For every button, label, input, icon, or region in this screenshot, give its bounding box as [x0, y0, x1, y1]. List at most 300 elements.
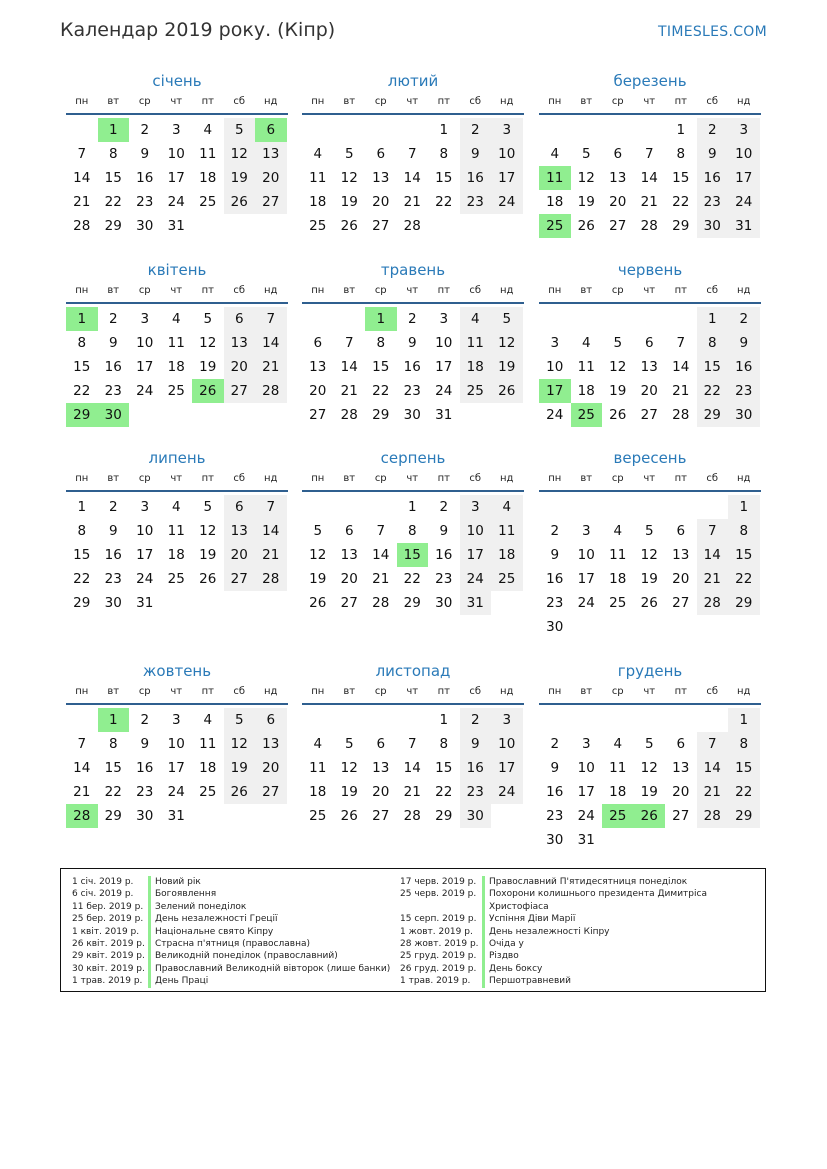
day-cell[interactable]: 19 [199, 547, 217, 563]
day-cell[interactable]: 21 [697, 567, 729, 591]
day-cell[interactable]: 20 [224, 355, 256, 379]
day-cell[interactable]: 10 [167, 146, 185, 162]
day-cell[interactable]: 1 [439, 122, 449, 138]
day-cell[interactable]: 2 [460, 708, 492, 732]
day-cell[interactable]: 25 [602, 804, 634, 828]
day-cell[interactable]: 30 [546, 619, 564, 635]
day-cell[interactable]: 13 [609, 170, 627, 186]
day-cell[interactable]: 3 [171, 122, 181, 138]
day-cell[interactable]: 20 [372, 194, 390, 210]
day-cell[interactable]: 2 [140, 712, 150, 728]
day-cell[interactable]: 25 [609, 595, 627, 611]
day-cell[interactable]: 29 [104, 218, 122, 234]
day-cell[interactable]: 29 [728, 591, 760, 615]
day-cell[interactable]: 17 [167, 760, 185, 776]
day-cell[interactable]: 5 [203, 311, 213, 327]
day-cell[interactable]: 2 [550, 736, 560, 752]
day-cell[interactable]: 17 [460, 543, 492, 567]
day-cell[interactable]: 2 [140, 122, 150, 138]
day-cell[interactable]: 15 [435, 170, 453, 186]
day-cell[interactable]: 21 [640, 194, 658, 210]
day-cell[interactable]: 21 [255, 355, 287, 379]
day-cell[interactable]: 17 [728, 166, 760, 190]
day-cell[interactable]: 19 [491, 355, 523, 379]
day-cell[interactable]: 5 [203, 499, 213, 515]
day-cell[interactable]: 27 [609, 218, 627, 234]
day-cell[interactable]: 26 [609, 407, 627, 423]
day-cell[interactable]: 25 [539, 214, 571, 238]
day-cell[interactable]: 15 [104, 170, 122, 186]
day-cell[interactable]: 7 [407, 146, 417, 162]
day-cell[interactable]: 18 [309, 784, 327, 800]
day-cell[interactable]: 20 [372, 784, 390, 800]
day-cell[interactable]: 1 [697, 307, 729, 331]
day-cell[interactable]: 17 [539, 379, 571, 403]
day-cell[interactable]: 2 [728, 307, 760, 331]
day-cell[interactable]: 22 [73, 383, 91, 399]
day-cell[interactable]: 9 [439, 523, 449, 539]
day-cell[interactable]: 2 [460, 118, 492, 142]
day-cell[interactable]: 1 [98, 118, 130, 142]
day-cell[interactable]: 7 [697, 732, 729, 756]
day-cell[interactable]: 28 [255, 567, 287, 591]
day-cell[interactable]: 19 [340, 194, 358, 210]
day-cell[interactable]: 28 [372, 595, 390, 611]
day-cell[interactable]: 14 [697, 543, 729, 567]
day-cell[interactable]: 9 [550, 760, 560, 776]
day-cell[interactable]: 16 [460, 756, 492, 780]
day-cell[interactable]: 27 [672, 595, 690, 611]
day-cell[interactable]: 3 [171, 712, 181, 728]
day-cell[interactable]: 26 [340, 808, 358, 824]
day-cell[interactable]: 28 [640, 218, 658, 234]
day-cell[interactable]: 12 [340, 170, 358, 186]
day-cell[interactable]: 14 [255, 331, 287, 355]
day-cell[interactable]: 25 [309, 218, 327, 234]
day-cell[interactable]: 22 [435, 194, 453, 210]
day-cell[interactable]: 27 [224, 379, 256, 403]
day-cell[interactable]: 23 [104, 383, 122, 399]
day-cell[interactable]: 19 [640, 784, 658, 800]
day-cell[interactable]: 26 [634, 804, 666, 828]
day-cell[interactable]: 10 [491, 142, 523, 166]
day-cell[interactable]: 21 [697, 780, 729, 804]
day-cell[interactable]: 31 [136, 595, 154, 611]
day-cell[interactable]: 29 [697, 403, 729, 427]
day-cell[interactable]: 24 [546, 407, 564, 423]
day-cell[interactable]: 21 [255, 543, 287, 567]
site-brand-link[interactable]: TIMESLES.COM [658, 24, 767, 40]
day-cell[interactable]: 11 [167, 523, 185, 539]
day-cell[interactable]: 8 [728, 732, 760, 756]
day-cell[interactable]: 6 [376, 736, 386, 752]
day-cell[interactable]: 16 [546, 784, 564, 800]
day-cell[interactable]: 31 [435, 407, 453, 423]
day-cell[interactable]: 24 [577, 808, 595, 824]
day-cell[interactable]: 1 [728, 495, 760, 519]
day-cell[interactable]: 20 [255, 166, 287, 190]
day-cell[interactable]: 3 [439, 311, 449, 327]
day-cell[interactable]: 9 [460, 142, 492, 166]
day-cell[interactable]: 21 [73, 194, 91, 210]
day-cell[interactable]: 19 [640, 571, 658, 587]
day-cell[interactable]: 12 [224, 732, 256, 756]
day-cell[interactable]: 4 [313, 146, 323, 162]
day-cell[interactable]: 8 [407, 523, 417, 539]
day-cell[interactable]: 6 [376, 146, 386, 162]
day-cell[interactable]: 14 [640, 170, 658, 186]
day-cell[interactable]: 4 [550, 146, 560, 162]
day-cell[interactable]: 11 [199, 736, 217, 752]
day-cell[interactable]: 11 [491, 519, 523, 543]
day-cell[interactable]: 23 [460, 190, 492, 214]
day-cell[interactable]: 31 [167, 808, 185, 824]
day-cell[interactable]: 16 [104, 359, 122, 375]
day-cell[interactable]: 17 [167, 170, 185, 186]
day-cell[interactable]: 18 [309, 194, 327, 210]
day-cell[interactable]: 22 [728, 567, 760, 591]
day-cell[interactable]: 8 [77, 523, 87, 539]
day-cell[interactable]: 2 [407, 311, 417, 327]
day-cell[interactable]: 11 [309, 760, 327, 776]
day-cell[interactable]: 1 [439, 712, 449, 728]
day-cell[interactable]: 8 [376, 335, 386, 351]
day-cell[interactable]: 27 [340, 595, 358, 611]
day-cell[interactable]: 4 [171, 499, 181, 515]
day-cell[interactable]: 3 [140, 499, 150, 515]
day-cell[interactable]: 31 [167, 218, 185, 234]
day-cell[interactable]: 5 [344, 146, 354, 162]
day-cell[interactable]: 10 [435, 335, 453, 351]
day-cell[interactable]: 15 [73, 547, 91, 563]
day-cell[interactable]: 27 [640, 407, 658, 423]
day-cell[interactable]: 29 [104, 808, 122, 824]
day-cell[interactable]: 7 [77, 736, 87, 752]
day-cell[interactable]: 10 [577, 760, 595, 776]
day-cell[interactable]: 25 [167, 383, 185, 399]
day-cell[interactable]: 22 [697, 379, 729, 403]
day-cell[interactable]: 9 [140, 736, 150, 752]
day-cell[interactable]: 25 [199, 194, 217, 210]
day-cell[interactable]: 21 [403, 194, 421, 210]
day-cell[interactable]: 30 [460, 804, 492, 828]
day-cell[interactable]: 24 [167, 194, 185, 210]
day-cell[interactable]: 16 [460, 166, 492, 190]
day-cell[interactable]: 4 [203, 122, 213, 138]
day-cell[interactable]: 13 [255, 732, 287, 756]
day-cell[interactable]: 11 [309, 170, 327, 186]
day-cell[interactable]: 7 [344, 335, 354, 351]
day-cell[interactable]: 7 [644, 146, 654, 162]
day-cell[interactable]: 12 [640, 547, 658, 563]
day-cell[interactable]: 20 [309, 383, 327, 399]
day-cell[interactable]: 4 [313, 736, 323, 752]
day-cell[interactable]: 1 [365, 307, 397, 331]
day-cell[interactable]: 7 [255, 307, 287, 331]
day-cell[interactable]: 20 [672, 571, 690, 587]
day-cell[interactable]: 31 [460, 591, 492, 615]
day-cell[interactable]: 18 [609, 784, 627, 800]
day-cell[interactable]: 3 [581, 523, 591, 539]
day-cell[interactable]: 15 [697, 355, 729, 379]
day-cell[interactable]: 17 [491, 756, 523, 780]
day-cell[interactable]: 19 [224, 166, 256, 190]
day-cell[interactable]: 14 [340, 359, 358, 375]
day-cell[interactable]: 19 [199, 359, 217, 375]
day-cell[interactable]: 2 [108, 311, 118, 327]
day-cell[interactable]: 29 [728, 804, 760, 828]
day-cell[interactable]: 12 [199, 523, 217, 539]
day-cell[interactable]: 30 [136, 218, 154, 234]
day-cell[interactable]: 25 [309, 808, 327, 824]
day-cell[interactable]: 21 [73, 784, 91, 800]
day-cell[interactable]: 19 [340, 784, 358, 800]
day-cell[interactable]: 22 [728, 780, 760, 804]
day-cell[interactable]: 15 [672, 170, 690, 186]
day-cell[interactable]: 13 [340, 547, 358, 563]
day-cell[interactable]: 5 [644, 523, 654, 539]
day-cell[interactable]: 18 [199, 170, 217, 186]
day-cell[interactable]: 26 [224, 780, 256, 804]
day-cell[interactable]: 13 [372, 760, 390, 776]
day-cell[interactable]: 28 [340, 407, 358, 423]
day-cell[interactable]: 18 [199, 760, 217, 776]
day-cell[interactable]: 28 [697, 591, 729, 615]
day-cell[interactable]: 2 [550, 523, 560, 539]
day-cell[interactable]: 24 [577, 595, 595, 611]
day-cell[interactable]: 26 [224, 190, 256, 214]
day-cell[interactable]: 19 [309, 571, 327, 587]
day-cell[interactable]: 3 [140, 311, 150, 327]
day-cell[interactable]: 22 [104, 194, 122, 210]
day-cell[interactable]: 13 [672, 760, 690, 776]
day-cell[interactable]: 24 [491, 780, 523, 804]
day-cell[interactable]: 26 [199, 571, 217, 587]
day-cell[interactable]: 12 [224, 142, 256, 166]
day-cell[interactable]: 22 [104, 784, 122, 800]
day-cell[interactable]: 22 [435, 784, 453, 800]
day-cell[interactable]: 18 [460, 355, 492, 379]
day-cell[interactable]: 18 [167, 547, 185, 563]
day-cell[interactable]: 6 [313, 335, 323, 351]
day-cell[interactable]: 23 [403, 383, 421, 399]
day-cell[interactable]: 23 [136, 784, 154, 800]
day-cell[interactable]: 13 [309, 359, 327, 375]
day-cell[interactable]: 14 [73, 760, 91, 776]
day-cell[interactable]: 8 [108, 736, 118, 752]
day-cell[interactable]: 27 [672, 808, 690, 824]
day-cell[interactable]: 8 [676, 146, 686, 162]
day-cell[interactable]: 12 [199, 335, 217, 351]
day-cell[interactable]: 27 [255, 780, 287, 804]
day-cell[interactable]: 30 [697, 214, 729, 238]
day-cell[interactable]: 5 [224, 708, 256, 732]
day-cell[interactable]: 19 [224, 756, 256, 780]
day-cell[interactable]: 7 [255, 495, 287, 519]
day-cell[interactable]: 25 [167, 571, 185, 587]
day-cell[interactable]: 30 [435, 595, 453, 611]
day-cell[interactable]: 17 [577, 571, 595, 587]
day-cell[interactable]: 22 [403, 571, 421, 587]
day-cell[interactable]: 16 [403, 359, 421, 375]
day-cell[interactable]: 9 [697, 142, 729, 166]
day-cell[interactable]: 17 [577, 784, 595, 800]
day-cell[interactable]: 22 [672, 194, 690, 210]
day-cell[interactable]: 13 [672, 547, 690, 563]
day-cell[interactable]: 3 [728, 118, 760, 142]
day-cell[interactable]: 9 [140, 146, 150, 162]
day-cell[interactable]: 6 [224, 495, 256, 519]
day-cell[interactable]: 9 [407, 335, 417, 351]
day-cell[interactable]: 14 [672, 359, 690, 375]
day-cell[interactable]: 8 [439, 146, 449, 162]
day-cell[interactable]: 25 [199, 784, 217, 800]
day-cell[interactable]: 28 [255, 379, 287, 403]
day-cell[interactable]: 27 [309, 407, 327, 423]
day-cell[interactable]: 3 [491, 708, 523, 732]
day-cell[interactable]: 13 [224, 519, 256, 543]
day-cell[interactable]: 10 [136, 523, 154, 539]
day-cell[interactable]: 19 [609, 383, 627, 399]
day-cell[interactable]: 31 [728, 214, 760, 238]
day-cell[interactable]: 29 [435, 808, 453, 824]
day-cell[interactable]: 23 [435, 571, 453, 587]
day-cell[interactable]: 3 [550, 335, 560, 351]
day-cell[interactable]: 30 [546, 832, 564, 848]
day-cell[interactable]: 12 [491, 331, 523, 355]
day-cell[interactable]: 21 [672, 383, 690, 399]
day-cell[interactable]: 15 [397, 543, 429, 567]
day-cell[interactable]: 5 [344, 736, 354, 752]
day-cell[interactable]: 17 [491, 166, 523, 190]
day-cell[interactable]: 12 [609, 359, 627, 375]
day-cell[interactable]: 28 [403, 218, 421, 234]
day-cell[interactable]: 26 [340, 218, 358, 234]
day-cell[interactable]: 28 [66, 804, 98, 828]
day-cell[interactable]: 15 [73, 359, 91, 375]
day-cell[interactable]: 28 [403, 808, 421, 824]
day-cell[interactable]: 11 [460, 331, 492, 355]
day-cell[interactable]: 10 [460, 519, 492, 543]
day-cell[interactable]: 8 [697, 331, 729, 355]
day-cell[interactable]: 27 [372, 808, 390, 824]
day-cell[interactable]: 14 [403, 760, 421, 776]
day-cell[interactable]: 23 [546, 595, 564, 611]
day-cell[interactable]: 14 [403, 170, 421, 186]
day-cell[interactable]: 23 [460, 780, 492, 804]
day-cell[interactable]: 31 [577, 832, 595, 848]
day-cell[interactable]: 24 [491, 190, 523, 214]
day-cell[interactable]: 21 [403, 784, 421, 800]
day-cell[interactable]: 24 [136, 571, 154, 587]
day-cell[interactable]: 9 [108, 335, 118, 351]
day-cell[interactable]: 6 [224, 307, 256, 331]
day-cell[interactable]: 20 [224, 543, 256, 567]
day-cell[interactable]: 2 [697, 118, 729, 142]
day-cell[interactable]: 26 [577, 218, 595, 234]
day-cell[interactable]: 7 [376, 523, 386, 539]
day-cell[interactable]: 20 [640, 383, 658, 399]
day-cell[interactable]: 16 [728, 355, 760, 379]
day-cell[interactable]: 9 [550, 547, 560, 563]
day-cell[interactable]: 18 [577, 383, 595, 399]
day-cell[interactable]: 25 [491, 567, 523, 591]
day-cell[interactable]: 12 [640, 760, 658, 776]
day-cell[interactable]: 30 [136, 808, 154, 824]
day-cell[interactable]: 3 [460, 495, 492, 519]
day-cell[interactable]: 15 [104, 760, 122, 776]
day-cell[interactable]: 18 [546, 194, 564, 210]
day-cell[interactable]: 12 [309, 547, 327, 563]
day-cell[interactable]: 4 [581, 335, 591, 351]
day-cell[interactable]: 23 [546, 808, 564, 824]
day-cell[interactable]: 12 [340, 760, 358, 776]
day-cell[interactable]: 25 [460, 379, 492, 403]
day-cell[interactable]: 12 [577, 170, 595, 186]
day-cell[interactable]: 6 [613, 146, 623, 162]
day-cell[interactable]: 4 [460, 307, 492, 331]
day-cell[interactable]: 14 [255, 519, 287, 543]
day-cell[interactable]: 8 [728, 519, 760, 543]
day-cell[interactable]: 13 [372, 170, 390, 186]
day-cell[interactable]: 20 [672, 784, 690, 800]
day-cell[interactable]: 14 [697, 756, 729, 780]
day-cell[interactable]: 5 [581, 146, 591, 162]
day-cell[interactable]: 16 [697, 166, 729, 190]
day-cell[interactable]: 21 [372, 571, 390, 587]
day-cell[interactable]: 8 [439, 736, 449, 752]
day-cell[interactable]: 18 [609, 571, 627, 587]
day-cell[interactable]: 23 [728, 379, 760, 403]
day-cell[interactable]: 10 [728, 142, 760, 166]
day-cell[interactable]: 8 [108, 146, 118, 162]
day-cell[interactable]: 11 [609, 547, 627, 563]
day-cell[interactable]: 21 [340, 383, 358, 399]
day-cell[interactable]: 29 [372, 407, 390, 423]
day-cell[interactable]: 5 [491, 307, 523, 331]
day-cell[interactable]: 15 [372, 359, 390, 375]
day-cell[interactable]: 25 [571, 403, 603, 427]
day-cell[interactable]: 7 [676, 335, 686, 351]
day-cell[interactable]: 15 [728, 756, 760, 780]
day-cell[interactable]: 28 [697, 804, 729, 828]
day-cell[interactable]: 15 [728, 543, 760, 567]
day-cell[interactable]: 29 [672, 218, 690, 234]
day-cell[interactable]: 3 [491, 118, 523, 142]
day-cell[interactable]: 5 [224, 118, 256, 142]
day-cell[interactable]: 14 [73, 170, 91, 186]
day-cell[interactable]: 29 [403, 595, 421, 611]
day-cell[interactable]: 4 [491, 495, 523, 519]
day-cell[interactable]: 7 [697, 519, 729, 543]
day-cell[interactable]: 16 [136, 170, 154, 186]
day-cell[interactable]: 18 [491, 543, 523, 567]
day-cell[interactable]: 10 [546, 359, 564, 375]
day-cell[interactable]: 22 [73, 571, 91, 587]
day-cell[interactable]: 2 [108, 499, 118, 515]
day-cell[interactable]: 17 [435, 359, 453, 375]
day-cell[interactable]: 26 [309, 595, 327, 611]
day-cell[interactable]: 2 [439, 499, 449, 515]
day-cell[interactable]: 10 [491, 732, 523, 756]
day-cell[interactable]: 27 [255, 190, 287, 214]
day-cell[interactable]: 6 [676, 736, 686, 752]
day-cell[interactable]: 17 [136, 547, 154, 563]
day-cell[interactable]: 13 [224, 331, 256, 355]
day-cell[interactable]: 8 [77, 335, 87, 351]
day-cell[interactable]: 4 [613, 523, 623, 539]
day-cell[interactable]: 30 [104, 595, 122, 611]
